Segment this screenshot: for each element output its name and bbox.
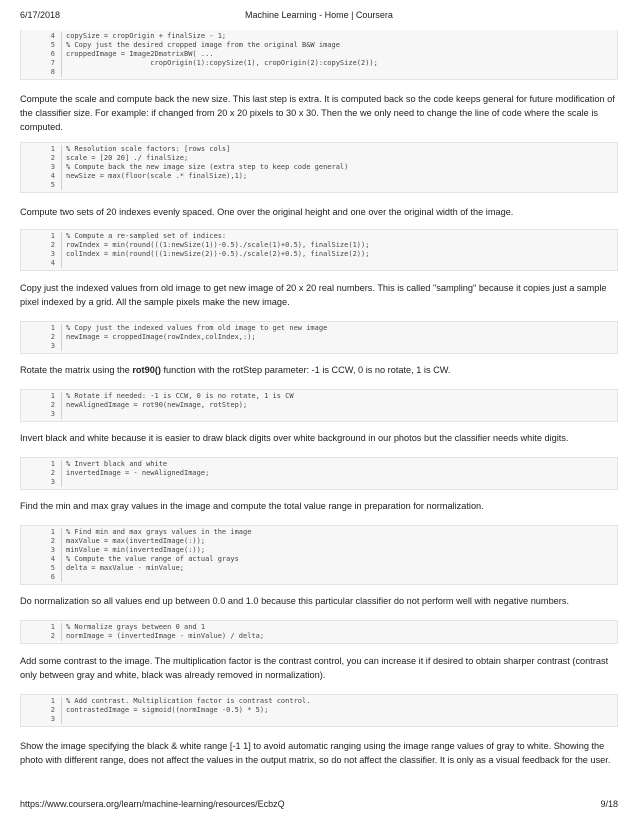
line-number: 3 <box>50 250 55 258</box>
print-header <box>20 10 618 24</box>
code-text: minValue = min(invertedImage(:)); <box>61 546 617 555</box>
code-text: cropOrigin(1):copySize(1), cropOrigin(2):copySize(2)); <box>61 59 617 68</box>
line-number: 3 <box>50 163 55 171</box>
code-text <box>61 715 617 724</box>
code-text: % Compute the value range of actual grays <box>61 555 617 564</box>
paragraph <box>20 363 618 377</box>
code-line <box>21 401 617 410</box>
code-text <box>61 478 617 487</box>
line-number: 3 <box>50 478 55 486</box>
line-number: 4 <box>50 32 55 40</box>
code-line <box>21 460 617 469</box>
code-block <box>20 229 618 271</box>
code-line <box>21 697 617 706</box>
code-text: rowIndex = min(round(((1:newSize(1))-0.5)./scale(1)+0.5), finalSize(1)); <box>61 241 617 250</box>
line-number: 1 <box>50 232 55 240</box>
code-line <box>21 154 617 163</box>
code-text: % Compute back the new image size (extra step to keep code general) <box>61 163 617 172</box>
code-text: maxValue = max(invertedImage(:)); <box>61 537 617 546</box>
code-line <box>21 163 617 172</box>
code-block <box>20 389 618 422</box>
code-text: % Compute a re-sampled set of indices: <box>61 232 617 241</box>
code-text: contrastedImage = sigmoid((normImage -0.5) * 5); <box>61 706 617 715</box>
code-block <box>20 525 618 585</box>
code-text: % Find min and max grays values in the image <box>61 528 617 537</box>
code-line <box>21 573 617 582</box>
code-text <box>61 181 617 190</box>
line-number: 1 <box>50 697 55 705</box>
code-text: % Copy just the indexed values from old image to get new image <box>61 324 617 333</box>
code-line <box>21 715 617 724</box>
paragraph: Copy just the indexed values from old image to get new image of 20 x 20 real numbers. This is called "sampling" because it copies just a sample pixel indexed by a grid. All the sample pixels make the new image. <box>20 283 607 307</box>
paragraph: Invert black and white because it is easier to draw black digits over white background in our photos but the classifier needs white digits. <box>20 433 569 443</box>
line-number: 2 <box>50 401 55 409</box>
code-line <box>21 706 617 715</box>
code-text: copySize = cropOrigin + finalSize - 1; <box>61 32 617 41</box>
paragraph: Compute the scale and compute back the new size. This last step is extra. It is computed back so the code keeps general for future modification of the classifier size. For example: if changed from 20 x 20 pixels to 30 x 30. Then the we only need to change the line of code where the scale is computed. <box>20 94 615 132</box>
code-block <box>20 694 618 727</box>
line-number: 6 <box>50 573 55 581</box>
code-text: delta = maxValue - minValue; <box>61 564 617 573</box>
line-number: 1 <box>50 324 55 332</box>
code-line <box>21 632 617 641</box>
code-text: % Resolution scale factors: [rows cols] <box>61 145 617 154</box>
print-date: 6/17/2018 <box>20 10 61 20</box>
code-text: scale = [20 20] ./ finalSize; <box>61 154 617 163</box>
line-number: 5 <box>50 181 55 189</box>
code-text: croppedImage = Image2DmatrixBW( ... <box>61 50 617 59</box>
code-block <box>20 30 618 80</box>
code-text <box>61 410 617 419</box>
code-line <box>21 469 617 478</box>
line-number: 4 <box>50 172 55 180</box>
code-text: newAlignedImage = rot90(newImage, rotStep); <box>61 401 617 410</box>
code-line <box>21 41 617 50</box>
code-line <box>21 250 617 259</box>
code-line <box>21 32 617 41</box>
code-block <box>20 321 618 354</box>
line-number: 8 <box>50 68 55 76</box>
line-number: 1 <box>50 145 55 153</box>
line-number: 1 <box>50 623 55 631</box>
line-number: 1 <box>50 528 55 536</box>
line-number: 3 <box>50 546 55 554</box>
print-footer <box>20 799 618 813</box>
line-number: 2 <box>50 706 55 714</box>
code-line <box>21 241 617 250</box>
function-name: rot90() <box>132 365 161 375</box>
paragraph: Compute two sets of 20 indexes evenly spaced. One over the original height and one over the original width of the image. <box>20 207 514 217</box>
line-number: 4 <box>50 555 55 563</box>
page-title: Machine Learning - Home | Coursera <box>245 10 393 20</box>
code-text <box>61 342 617 351</box>
code-line <box>21 68 617 77</box>
code-line <box>21 324 617 333</box>
line-number: 2 <box>50 154 55 162</box>
line-number: 2 <box>50 241 55 249</box>
code-text: % Invert black and white <box>61 460 617 469</box>
line-number: 3 <box>50 715 55 723</box>
code-block <box>20 620 618 644</box>
code-line <box>21 232 617 241</box>
page-url: https://www.coursera.org/learn/machine-learning/resources/EcbzQ <box>20 799 285 809</box>
code-line <box>21 410 617 419</box>
code-line <box>21 564 617 573</box>
code-line <box>21 50 617 59</box>
code-line <box>21 623 617 632</box>
code-text: % Add contrast. Multiplication factor is contrast control. <box>61 697 617 706</box>
code-text: colIndex = min(round(((1:newSize(2))-0.5)./scale(2)+0.5), finalSize(2)); <box>61 250 617 259</box>
line-number: 3 <box>50 342 55 350</box>
code-line <box>21 145 617 154</box>
paragraph: Find the min and max gray values in the image and compute the total value range in preparation for normalization. <box>20 501 484 511</box>
code-line <box>21 342 617 351</box>
code-text: % Copy just the desired cropped image from the original B&W image <box>61 41 617 50</box>
line-number: 1 <box>50 392 55 400</box>
paragraph: Do normalization so all values end up between 0.0 and 1.0 because this particular classifier do not perform well with negative numbers. <box>20 596 569 606</box>
code-line <box>21 172 617 181</box>
line-number: 2 <box>50 469 55 477</box>
line-number: 5 <box>50 41 55 49</box>
code-line <box>21 546 617 555</box>
line-number: 2 <box>50 632 55 640</box>
code-text <box>61 68 617 77</box>
code-line <box>21 181 617 190</box>
code-text <box>61 573 617 582</box>
line-number: 6 <box>50 50 55 58</box>
code-line <box>21 333 617 342</box>
code-text: % Normalize grays between 0 and 1 <box>61 623 617 632</box>
line-number: 4 <box>50 259 55 267</box>
code-line <box>21 528 617 537</box>
code-text: newSize = max(floor(scale .* finalSize),1); <box>61 172 617 181</box>
line-number: 7 <box>50 59 55 67</box>
paragraph: Add some contrast to the image. The multiplication factor is the contrast control, you can increase it if desired to obtain sharper contrast (contrast only between gray and white, black was already removed in normalization). <box>20 656 609 680</box>
code-line <box>21 392 617 401</box>
code-text: % Rotate if needed: -1 is CCW, 0 is no rotate, 1 is CW <box>61 392 617 401</box>
code-line <box>21 537 617 546</box>
line-number: 5 <box>50 564 55 572</box>
line-number: 1 <box>50 460 55 468</box>
paragraph-text: function with the rotStep parameter: -1 is CCW, 0 is no rotate, 1 is CW. <box>160 365 451 375</box>
document-body <box>20 30 618 779</box>
code-text: invertedImage = - newAlignedImage; <box>61 469 617 478</box>
paragraph-text: Rotate the matrix using the <box>20 365 133 375</box>
line-number: 2 <box>50 537 55 545</box>
code-line <box>21 259 617 268</box>
line-number: 3 <box>50 410 55 418</box>
line-number: 2 <box>50 333 55 341</box>
code-line <box>21 478 617 487</box>
code-block <box>20 457 618 490</box>
code-text <box>61 259 617 268</box>
code-text: normImage = (invertedImage - minValue) / delta; <box>61 632 617 641</box>
paragraph: Show the image specifying the black & white range [-1 1] to avoid automatic ranging using the image range values of gray to white. Showing the photo with different range, does not affect the values in the output matrix, so do not affect the classifier. It is only as a visual feedback for the user. <box>20 741 611 765</box>
code-line <box>21 59 617 68</box>
code-block <box>20 142 618 193</box>
page-number: 9/18 <box>600 799 618 809</box>
code-text: newImage = croppedImage(rowIndex,colIndex,:); <box>61 333 617 342</box>
code-line <box>21 555 617 564</box>
